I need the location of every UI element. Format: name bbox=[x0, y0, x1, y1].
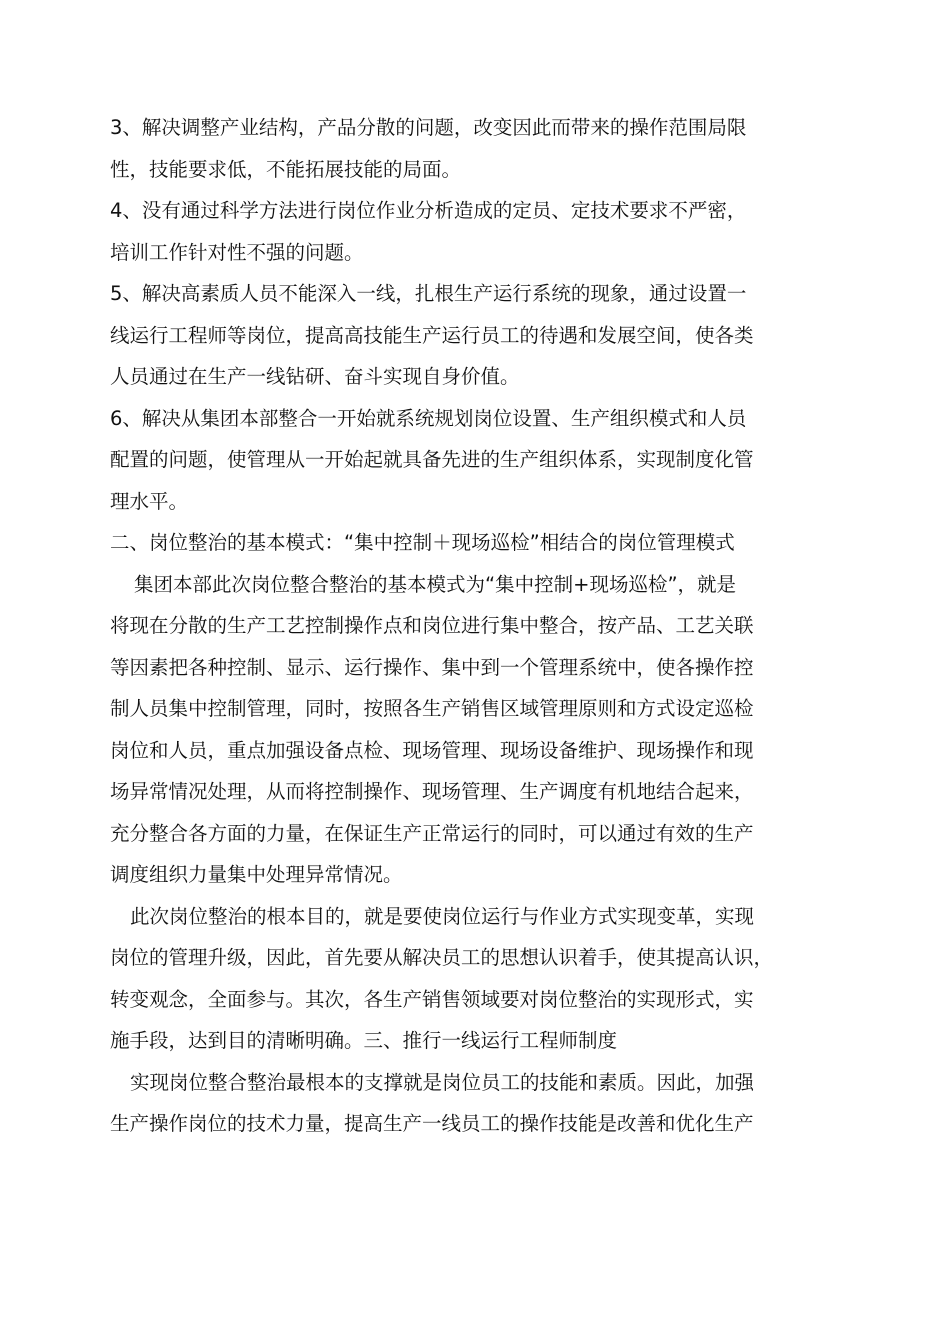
text-line: 性，技能要求低，不能拓展技能的局面。 bbox=[110, 157, 462, 181]
text-line: 施手段，达到目的清晰明确。三、推行一线运行工程师制度 bbox=[110, 1029, 618, 1052]
text-line: 人员通过在生产一线钻研、奋斗实现自身价值。 bbox=[110, 365, 520, 388]
text-line: 实现岗位整合整治最根本的支撑就是岗位员工的技能和素质。因此，加强 bbox=[130, 1070, 755, 1094]
text-line: 集团本部此次岗位整合整治的基本模式为“集中控制+现场巡检”，就是 bbox=[134, 572, 737, 596]
text-line: 岗位和人员，重点加强设备点检、现场管理、现场设备维护、现场操作和现 bbox=[110, 738, 754, 762]
text-line: 将现在分散的生产工艺控制操作点和岗位进行集中整合，按产品、工艺关联 bbox=[110, 614, 754, 637]
text-line: 场异常情况处理，从而将控制操作、现场管理、生产调度有机地结合起来， bbox=[110, 780, 754, 803]
text-line: 4、没有通过科学方法进行岗位作业分析造成的定员、定技术要求不严密， bbox=[110, 199, 747, 222]
text-line: 等因素把各种控制、显示、运行操作、集中到一个管理系统中，使各操作控 bbox=[110, 655, 754, 679]
text-line: 培训工作针对性不强的问题。 bbox=[110, 240, 364, 264]
text-line: 岗位的管理升级，因此，首先要从解决员工的思想认识着手，使其提高认识， bbox=[110, 946, 774, 969]
text-line: 理水平。 bbox=[110, 489, 189, 513]
text-line: 3、解决调整产业结构，产品分散的问题，改变因此而带来的操作范围局限 bbox=[110, 116, 747, 139]
text-line: 6、解决从集团本部整合一开始就系统规划岗位设置、生产组织模式和人员 bbox=[110, 406, 747, 430]
text-line: 线运行工程师等岗位，提高高技能生产运行员工的待遇和发展空间，使各类 bbox=[110, 323, 754, 347]
text-line: 5、解决高素质人员不能深入一线，扎根生产运行系统的现象，通过设置一 bbox=[110, 282, 747, 305]
text-line: 此次岗位整治的根本目的，就是要使岗位运行与作业方式实现变革，实现 bbox=[130, 904, 755, 928]
text-line: 配置的问题，使管理从一开始起就具备先进的生产组织体系，实现制度化管 bbox=[110, 448, 754, 471]
text-line: 生产操作岗位的技术力量，提高生产一线员工的操作技能是改善和优化生产 bbox=[110, 1112, 754, 1135]
text-line: 调度组织力量集中处理异常情况。 bbox=[110, 863, 403, 886]
text-line: 制人员集中控制管理，同时，按照各生产销售区域管理原则和方式设定巡检 bbox=[110, 697, 754, 720]
section-heading: 二、岗位整治的基本模式：“集中控制＋现场巡检”相结合的岗位管理模式 bbox=[110, 531, 735, 554]
text-line: 转变观念，全面参与。其次，各生产销售领域要对岗位整治的实现形式，实 bbox=[110, 987, 754, 1011]
body-text bbox=[110, 107, 830, 1145]
text-line: 充分整合各方面的力量，在保证生产正常运行的同时，可以通过有效的生产 bbox=[110, 821, 754, 845]
